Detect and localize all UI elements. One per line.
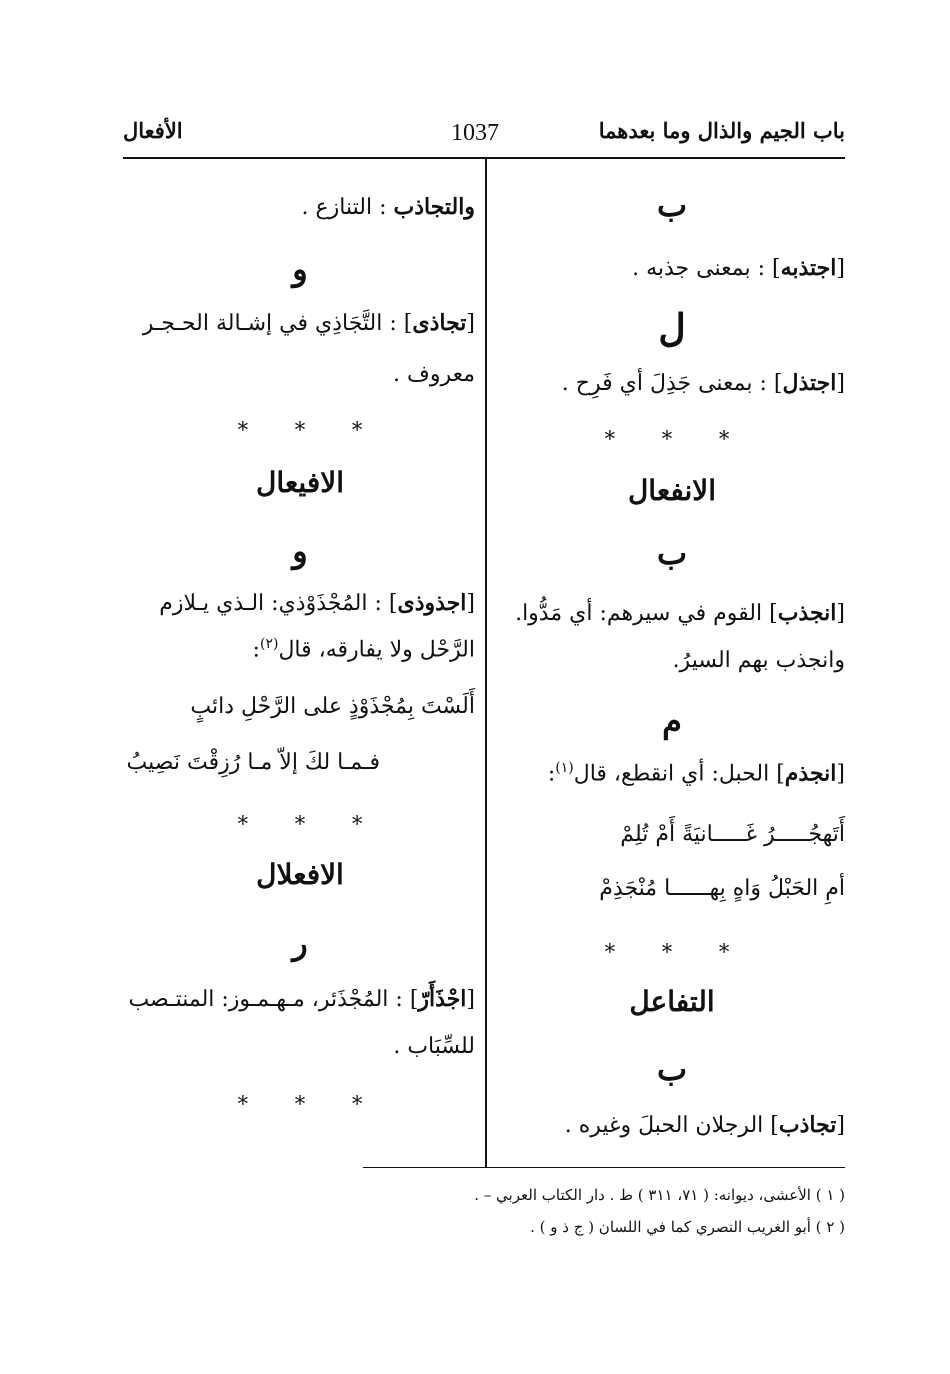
entry-tajadhub xyxy=(302,194,475,220)
entry-line: وانجذب بهم السيرُ. xyxy=(672,648,845,673)
letter-mim: م xyxy=(662,702,682,740)
letter-lam: ل xyxy=(658,305,686,350)
verse-line: فـمـا لكَ إلاّ مـا رُزِقْتَ نَصِيبُ xyxy=(126,750,380,775)
entry-head: انجذم xyxy=(784,760,837,787)
entry-text: الحبل: أي انقطع، قال xyxy=(573,761,770,787)
entry-line xyxy=(253,636,475,662)
section-heading-ifilal: الافعلال xyxy=(256,858,344,891)
footnote-ref: (٢) xyxy=(259,636,279,652)
entry-injadhama: [انجذم] الحبل: أي انقطع، قال$^{(١)}$: xyxy=(547,760,845,787)
entry-text: القوم في سيرهم: أي مَدُّوا. xyxy=(515,601,763,626)
entry-head: اجتذبه xyxy=(780,255,837,281)
entry-ijtadhala: [اجتذل] : بمعنى جَذِلَ أي فَرِح . xyxy=(561,370,845,396)
section-heading-ifeeal: الافيعال xyxy=(256,466,344,499)
entry-tajadha: [تجاذى] : التَّجَاذِي في إشـالة الحـجـر xyxy=(142,310,475,336)
entry-text: الرجلان الحبلَ وغيره . xyxy=(564,1113,764,1138)
entry-line: للسِّبَاب . xyxy=(393,1034,475,1059)
entry-text: : بمعنى جذبه . xyxy=(632,256,765,281)
letter-waw: و xyxy=(292,250,308,288)
entry-head: والتجاذب xyxy=(393,194,475,220)
section-separator: * * * xyxy=(237,1092,383,1116)
entry-text: : التَّجَاذِي في إشـالة الحـجـر xyxy=(142,311,397,336)
entry-head: تجاذب xyxy=(778,1112,837,1138)
section-separator: * * * xyxy=(604,427,750,451)
entry-tajadhaba: [تجاذب] الرجلان الحبلَ وغيره . xyxy=(564,1112,845,1138)
footnote-ref: (١) xyxy=(555,760,574,776)
letter-ba-2: ب xyxy=(656,534,688,572)
letter-ra: ر xyxy=(292,924,308,962)
entry-text: : التنازع . xyxy=(301,195,387,220)
section-separator: * * * xyxy=(237,812,383,836)
entry-ijdhaarra: [اجْذَأَرّ] : المُجْذَئر، مـهـمـوز: المنتـصب xyxy=(128,986,475,1012)
verse-line: أمِ الحَبْلُ وَاهٍ بِهــــــا مُنْجَذِمْ xyxy=(599,876,845,901)
entry-head: اجتذل xyxy=(782,370,837,396)
section-heading-infial: الانفعال xyxy=(627,474,717,507)
entry-injadhaba: [انجذب] القوم في سيرهم: أي مَدُّوا. xyxy=(515,600,845,626)
entry-line: معروف . xyxy=(393,362,475,387)
entry-text: : بمعنى جَذِلَ أي فَرِح . xyxy=(561,371,767,396)
verse-line: أَلَسْتَ بِمُجْذَوْذٍ على الرَّحْلِ دائبٍ xyxy=(190,694,475,719)
entry-head: اجذوذى xyxy=(397,590,467,616)
footnote-2: ( ٢ ) أبو الغريب النصري كما في اللسان ( ج ذ و ) . xyxy=(530,1218,845,1236)
running-title-left: الأفعال xyxy=(123,118,183,143)
colon: : xyxy=(252,637,260,663)
entry-ijdhawdha: [اجذوذى] : المُجْذَوْذي: الـذي يـلازم xyxy=(159,590,475,616)
entry-text: : المُجْذَوْذي: الـذي يـلازم xyxy=(159,591,382,616)
footnote-1: ( ١ ) الأعشى، ديوانه: ( ٧١، ٣١١ ) ط . دار الكتاب العربي – . xyxy=(474,1186,845,1204)
footnote-rule xyxy=(363,1167,845,1168)
section-separator: * * * xyxy=(604,940,750,964)
entry-head: اجْذَأَرّ xyxy=(418,986,467,1012)
letter-ba: ب xyxy=(656,186,688,224)
letter-waw-2: و xyxy=(292,532,308,570)
page-number: 1037 xyxy=(451,120,499,146)
entry-head: تجاذى xyxy=(412,310,467,336)
colon: : xyxy=(547,761,556,787)
verse-line: أَتَهجُـــــرُ غَـــــانيَةً أَمْ تُلِمْ xyxy=(620,822,845,847)
section-heading-tafaul: التفاعل xyxy=(629,985,715,1018)
letter-ba-3: ب xyxy=(656,1050,688,1088)
header-rule xyxy=(123,157,845,159)
entry-text: : المُجْذَئر، مـهـمـوز: المنتـصب xyxy=(128,987,403,1012)
entry-text: الرَّحْل ولا يفارقه، قال xyxy=(278,637,475,663)
entry-head: انجذب xyxy=(777,600,837,626)
section-separator: * * * xyxy=(237,418,383,442)
entry-ijtadhaba: [اجتذبه] : بمعنى جذبه . xyxy=(632,255,845,281)
running-title-right: باب الجيم والذال وما بعدهما xyxy=(598,118,845,143)
